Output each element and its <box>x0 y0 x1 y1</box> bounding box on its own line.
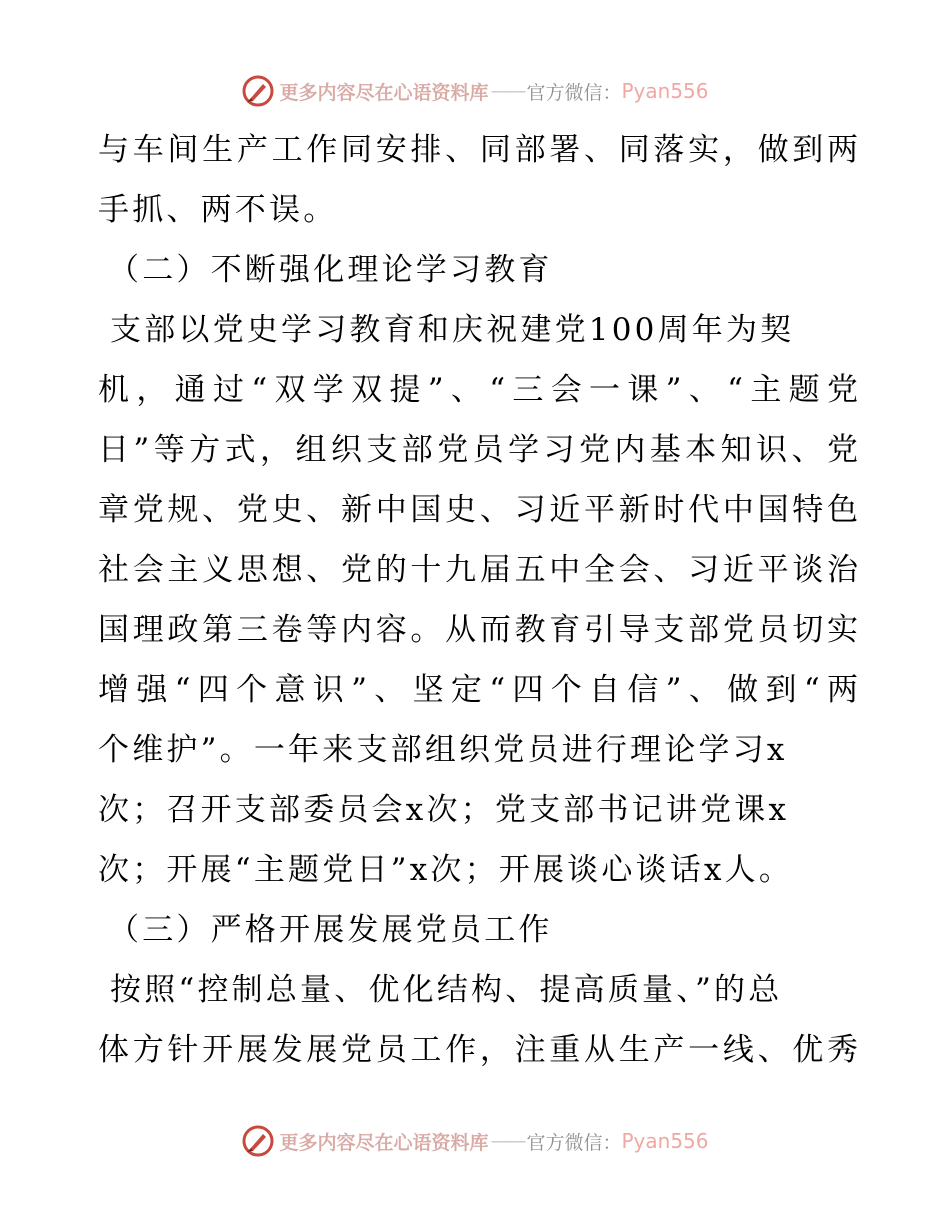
watermark-wechat-id: Pyan556 <box>621 1129 709 1153</box>
paragraph-line: 与车间生产工作同安排、同部署、同落实，做到两 <box>98 132 858 168</box>
document-body <box>98 120 858 1080</box>
pen-logo-icon <box>241 1124 275 1158</box>
paragraph-line: 增强“四个意识”、坚定“四个自信”、做到“两 <box>98 672 858 708</box>
watermark-main-text: 更多内容尽在心语资料库 <box>279 1131 489 1154</box>
watermark-wechat-id: Pyan556 <box>621 79 709 103</box>
paragraph-line: 机，通过“双学双提”、“三会一课”、“主题党 <box>98 372 858 408</box>
paragraph-line: 按照“控制总量、优化结构、提高质量、”的总 <box>110 972 783 1008</box>
paragraph-line: 支部以党史学习教育和庆祝建党100周年为契 <box>110 312 795 348</box>
header-watermark <box>0 74 950 108</box>
watermark-official-label: 官方微信： <box>526 1131 622 1154</box>
paragraph-line: 国理政第三卷等内容。从而教育引导支部党员切实 <box>98 612 858 648</box>
footer-watermark <box>0 1124 950 1158</box>
watermark-main-text: 更多内容尽在心语资料库 <box>279 81 489 104</box>
paragraph-line: 社会主义思想、党的十九届五中全会、习近平谈治 <box>98 552 858 588</box>
paragraph-line: 体方针开展发展党员工作，注重从生产一线、优秀 <box>98 1032 858 1068</box>
watermark-official-label: 官方微信： <box>526 81 622 104</box>
paragraph-line: 手抓、两不误。 <box>98 192 338 228</box>
section-heading: （二）不断强化理论学习教育 <box>108 252 553 288</box>
pen-logo-icon <box>241 74 275 108</box>
section-heading: （三）严格开展发展党员工作 <box>108 912 553 948</box>
watermark-dash: —— <box>490 80 525 102</box>
watermark-dash: —— <box>490 1130 525 1152</box>
paragraph-line: 日”等方式，组织支部党员学习党内基本知识、党 <box>98 432 858 468</box>
paragraph-line: 次；开展“主题党日”x次；开展谈心谈话x人。 <box>98 852 794 888</box>
paragraph-line: 个维护”。一年来支部组织党员进行理论学习x <box>98 732 788 768</box>
paragraph-line: 章党规、党史、新中国史、习近平新时代中国特色 <box>98 492 858 528</box>
paragraph-line: 次；召开支部委员会x次；党支部书记讲党课x <box>98 792 790 828</box>
